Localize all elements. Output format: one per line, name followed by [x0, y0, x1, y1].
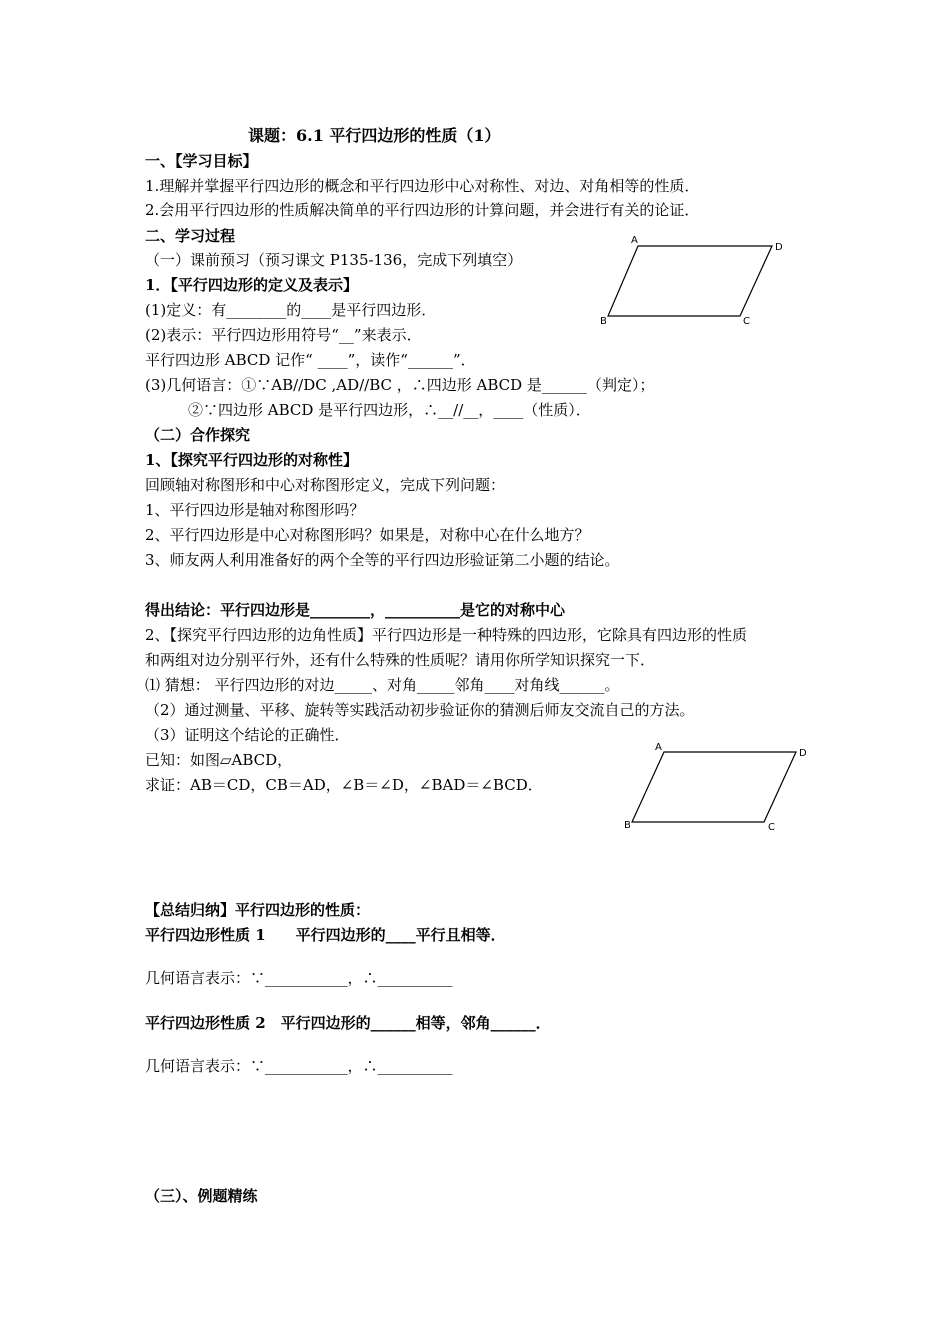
vertex-label-d: D	[799, 748, 807, 759]
text-line: (2)表示：平行四边形用符号“__”来表示．	[145, 326, 422, 344]
text-line: 2、【探究平行四边形的边角性质】平行四边形是一种特殊的四边形，它除具有四边形的性质	[145, 626, 748, 644]
conclusion-line: 得出结论：平行四边形是________，__________是它的对称中心	[145, 601, 566, 619]
parallelogram-shape	[608, 246, 772, 316]
vertex-label-d: D	[775, 242, 783, 253]
section-heading: （三）、例题精练	[145, 1187, 258, 1205]
page-title: 课题：6.1 平行四边形的性质（1）	[248, 126, 501, 145]
summary-heading: 【总结归纳】平行四边形的性质：	[145, 901, 371, 919]
section-heading: 二、学习过程	[145, 227, 236, 245]
text-line: （2）通过测量、平移、旋转等实践活动初步验证你的猜测后师友交流自己的方法。	[145, 701, 695, 719]
property-1: 平行四边形性质 1 平行四边形的____平行且相等．	[145, 926, 506, 944]
vertex-label-b: B	[600, 316, 607, 327]
vertex-label-c: C	[768, 822, 775, 833]
section-heading: 一、【学习目标】	[145, 152, 258, 170]
text-line: 回顾轴对称图形和中心对称图形定义，完成下列问题：	[145, 476, 506, 494]
text-line: 几何语言表示：∵___________，∴__________	[145, 1057, 453, 1075]
parallelogram-shape	[632, 752, 796, 822]
vertex-label-c: C	[743, 316, 750, 327]
text-line: 和两组对边分别平行外，还有什么特殊的性质呢？请用你所学知识探究一下．	[145, 651, 656, 669]
text-line: 几何语言表示：∵___________，∴__________	[145, 969, 453, 987]
text-line: 平行四边形 ABCD 记作“ ____”，读作“______”．	[145, 351, 476, 369]
text-line: (3)几何语言：①∵AB//DC ,AD//BC ，∴四边形 ABCD 是______（判定）；	[145, 376, 655, 394]
text-line: 1.理解并掌握平行四边形的概念和平行四边形中心对称性、对边、对角相等的性质．	[145, 177, 700, 195]
text-line: 求证：AB＝CD，CB＝AD，∠B＝∠D，∠BAD＝∠BCD．	[145, 776, 543, 794]
property-2: 平行四边形性质 2 平行四边形的______相等，邻角______．	[145, 1014, 551, 1032]
section-heading: （二）合作探究	[145, 426, 251, 444]
text-line: ⑴ 猜想： 平行四边形的对边_____、对角_____邻角____对角线______。	[145, 676, 620, 694]
sub-heading: 1、【探究平行四边形的对称性】	[145, 451, 358, 469]
parallelogram-figure-2	[618, 736, 818, 836]
text-line: 已知：如图▱ABCD，	[145, 751, 293, 769]
text-line: （3）证明这个结论的正确性．	[145, 726, 350, 744]
text-line: （一）课前预习（预习课文 P135-136，完成下列填空）	[145, 251, 523, 269]
text-line: 2.会用平行四边形的性质解决简单的平行四边形的计算问题，并会进行有关的论证．	[145, 201, 700, 219]
vertex-label-b: B	[624, 820, 631, 831]
text-line: (1)定义：有________的____是平行四边形．	[145, 301, 437, 319]
text-line: 2、平行四边形是中心对称图形吗？如果是，对称中心在什么地方？	[145, 526, 590, 544]
text-line: ②∵四边形 ABCD 是平行四边形，∴__//__，____（性质）．	[188, 401, 591, 419]
text-line: 3、师友两人利用准备好的两个全等的平行四边形验证第二小题的结论。	[145, 551, 620, 569]
sub-heading: 1．【平行四边形的定义及表示】	[145, 276, 358, 294]
vertex-label-a: A	[631, 235, 638, 246]
vertex-label-a: A	[655, 742, 662, 753]
text-line: 1、平行四边形是轴对称图形吗？	[145, 501, 365, 519]
parallelogram-figure-1	[595, 230, 795, 330]
